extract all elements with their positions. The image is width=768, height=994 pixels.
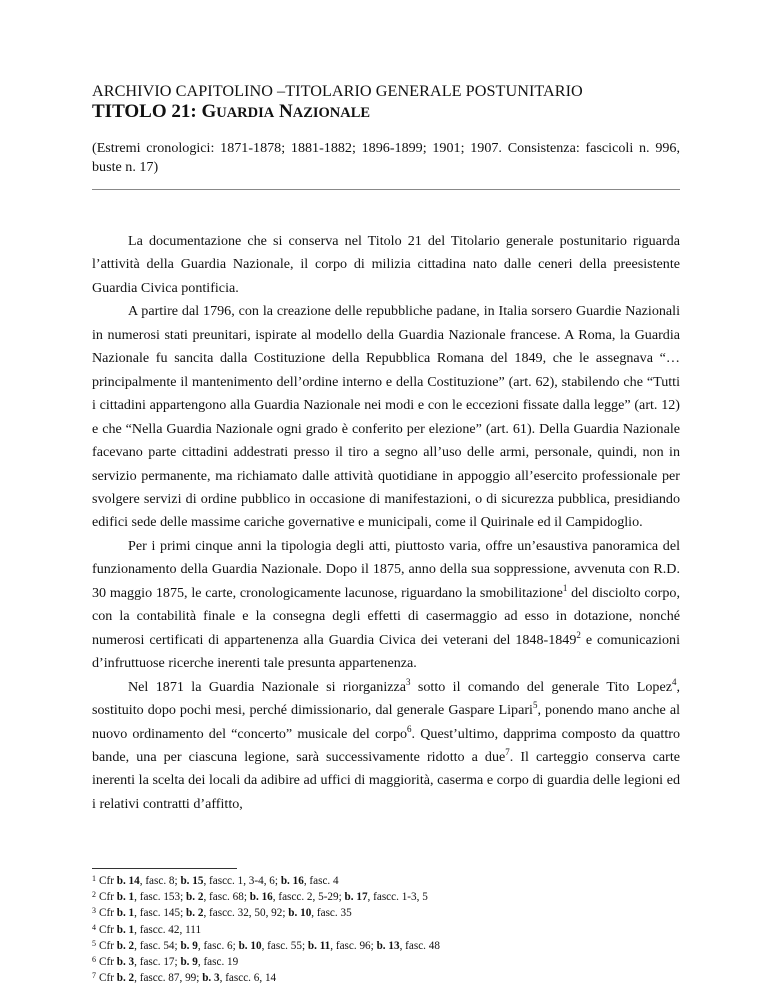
footnote-text: , fasc. 55; xyxy=(261,939,308,952)
footnote-box-ref: b. 17 xyxy=(344,891,368,904)
footnote-box-ref: b. 15 xyxy=(180,875,204,887)
footnote xyxy=(92,872,680,888)
document-header xyxy=(92,82,680,176)
footnote-text: , fasc. 68; xyxy=(203,891,250,904)
archive-heading: ARCHIVIO CAPITOLINO –TITOLARIO GENERALE POSTUNITARIO xyxy=(92,82,583,100)
chronological-extremes: (Estremi cronologici: 1871-1878; 1881-1882; 1896-1899; 1901; 1907. Consistenza: fascicoli n. 996, buste n. 17) xyxy=(92,140,680,175)
paragraph-text: e comunicazioni d’infruttuose ricerche inerenti tale presunta appartenenza. xyxy=(92,631,680,672)
footnote-box-ref: b. 9 xyxy=(180,956,198,969)
footnote xyxy=(92,937,680,953)
paragraph-text: , sostituito dopo pochi mesi, perché dimissionario, dal generale Gaspare Lipari xyxy=(92,678,680,719)
footnote-box-ref: b. 13 xyxy=(376,939,400,952)
footnote-box-ref: b. 10 xyxy=(238,939,262,952)
footnote-box-ref: b. 16 xyxy=(280,875,304,887)
footnote-text: , fasc. 19 xyxy=(197,956,239,969)
paragraph-text: A partire dal 1796, con la creazione delle repubbliche padane, in Italia sorsero Guardie Nazionali in numerosi stati preunitari, ispirate al modello della Guardia Nazionale francese. A Roma, la Guardia Nazionale fu sancita dalla Costituzione della Repubblica Romana del 1849, che le assegnava “… principalmente il mantenimento dell’ordine interno e della Costituzione” (art. 62), stabilendo che “Tutti i cittadini appartengono alla Guardia Nazionale nei modi e con le eccezioni fissate dalla legge” (art. 12) e che “Nella Guardia Nazionale ogni grado è conferito per elezione” (art. 61). Della Guardia Nazionale facevano parte cittadini addestrati presso il tiro a segno all’uso delle armi, personale, quindi, non in servizio permanente, ma richiamato dalle attività quotidiane in appoggio all’esercito professionale per svolgere servizi di ordine pubblico in occasione di manifestazioni, o di sicurezza pubblica, presidiando edifici sede delle massime cariche governative e municipali, come il Quirinale ed il Campidoglio. xyxy=(92,303,680,531)
footnote xyxy=(92,953,680,969)
footnote-number: 1 xyxy=(92,874,96,883)
header-divider xyxy=(92,189,680,190)
footnote-ref[interactable]: 4 xyxy=(671,676,677,687)
footnote xyxy=(92,888,680,904)
paragraph-text: del disciolto corpo, con la contabilità finale e la consegna degli effetti di casermaggio ad esso in dotazione, nonché numerosi certificati di appartenenza alla Guardia Civica dei veterani del 1848-1849 xyxy=(92,584,680,648)
paragraph-text: sotto il comando del generale Tito Lopez xyxy=(410,678,672,695)
title-prefix: TITOLO 21: G xyxy=(92,101,217,122)
paragraph-text: . Il carteggio conserva carte inerenti la scelta dei locali da adibire ad uffici di maggiorità, caserma e corpo di guardia delle legioni ed i relativi contratti d’affitto, xyxy=(92,748,680,812)
footnote-text: , fasc. 6; xyxy=(197,939,239,952)
paragraph xyxy=(92,676,680,817)
footnote-box-ref: b. 11 xyxy=(307,939,331,952)
footnote-text: Cfr xyxy=(99,875,117,887)
body-text xyxy=(92,230,680,816)
paragraph xyxy=(92,300,680,535)
footnote-text: , fascc. 42, 111 xyxy=(134,923,202,936)
footnote-number: 6 xyxy=(92,955,96,965)
footnote-box-ref: b. 2 xyxy=(116,972,135,985)
footnotes xyxy=(92,872,680,985)
footnote-box-ref: b. 3 xyxy=(116,956,135,969)
footnote-text: , fasc. 54; xyxy=(134,939,181,952)
paragraph-text: . Quest’ultimo, dapprima composto da quattro bande, una per ciascuna legione, sarà successivamente ridotto a due xyxy=(92,725,680,765)
footnote-box-ref: b. 1 xyxy=(116,891,135,904)
footnote xyxy=(92,921,680,937)
footnote-box-ref: b. 3 xyxy=(202,972,220,985)
footnote-box-ref: b. 1 xyxy=(116,923,135,936)
paragraph-text: Per i primi cinque anni la tipologia degli atti, piuttosto varia, offre un’esaustiva panoramica del funzionamento della Guardia Nazionale. Dopo il 1875, anno della sua soppressione, avvenuta con R.D. 30 maggio 1875, le carte, cronologicamente lacunose, riguardano la smobilitazione xyxy=(92,537,680,601)
footnote-ref[interactable]: 3 xyxy=(406,676,411,687)
footnote-box-ref: b. 9 xyxy=(180,939,198,952)
footnote-ref[interactable]: 1 xyxy=(562,582,568,593)
footnote-box-ref: b. 1 xyxy=(116,907,135,920)
footnote-box-ref: b. 16 xyxy=(249,891,273,904)
paragraph-text: , ponendo mano anche al nuovo ordinamento del “concerto” musicale del corpo xyxy=(92,702,680,742)
footnote-text: , fascc. 87, 99; xyxy=(134,972,203,985)
footnote-text: , fasc. 8; xyxy=(139,875,181,887)
footnote-text: , fascc. 1, 3-4, 6; xyxy=(203,875,281,887)
footnote-box-ref: b. 10 xyxy=(288,907,312,920)
paragraph-text: La documentazione che si conserva nel Titolo 21 del Titolario generale postunitario riguarda l’attività della Guardia Nazionale, il corpo di milizia cittadina nato dalle ceneri della preesistente Guardia Civica pontificia. xyxy=(92,233,680,296)
footnote-box-ref: b. 2 xyxy=(186,907,204,920)
footnote-divider xyxy=(92,868,237,869)
footnote-text: , fascc. 32, 50, 92; xyxy=(203,907,289,920)
footnote-box-ref: b. 2 xyxy=(116,939,135,952)
footnote-text: Cfr xyxy=(99,891,117,904)
title-mid: N xyxy=(274,101,293,122)
footnote-number: 2 xyxy=(92,890,96,900)
footnote-ref[interactable]: 7 xyxy=(505,746,510,757)
footnote-number: 5 xyxy=(92,938,96,948)
footnote-text: , fascc. 6, 14 xyxy=(219,972,277,985)
footnote-text: , fasc. 145; xyxy=(134,907,187,920)
footnote-text: , fasc. 35 xyxy=(311,907,352,920)
footnote-text: , fascc. 2, 5-29; xyxy=(272,891,345,904)
document-title xyxy=(92,101,680,124)
footnote-text: Cfr xyxy=(99,956,117,969)
footnote-ref[interactable]: 6 xyxy=(407,723,412,734)
paragraph xyxy=(92,535,680,676)
footnote-text: , fasc. 17; xyxy=(134,956,181,969)
footnote-box-ref: b. 2 xyxy=(186,891,204,904)
footnote-ref[interactable]: 5 xyxy=(532,700,538,711)
footnote-text: , fasc. 153; xyxy=(134,891,187,904)
paragraph xyxy=(92,230,680,300)
footnote-box-ref: b. 14 xyxy=(116,875,140,887)
paragraph-text: Nel 1871 la Guardia Nazionale si riorganizza xyxy=(128,678,407,695)
title-smallcaps-2: AZIONALE xyxy=(292,105,371,121)
footnote-text: , fasc. 48 xyxy=(399,939,440,952)
footnote-text: , fasc. 96; xyxy=(330,939,377,952)
footnote-number: 4 xyxy=(92,922,96,932)
footnote-text: Cfr xyxy=(99,907,117,920)
footnote-number: 3 xyxy=(92,906,96,916)
footnote xyxy=(92,969,680,985)
footnote-text: , fascc. 1-3, 5 xyxy=(367,891,428,904)
footnote-number: 7 xyxy=(92,971,96,981)
footnote xyxy=(92,904,680,920)
footnote-text: Cfr xyxy=(99,939,117,952)
footnote-text: , fasc. 4 xyxy=(303,875,339,887)
footnote-text: Cfr xyxy=(99,972,117,985)
footnote-text: Cfr xyxy=(99,923,117,936)
title-smallcaps-1: UARDIA xyxy=(216,105,275,121)
footnote-ref[interactable]: 2 xyxy=(576,629,581,640)
